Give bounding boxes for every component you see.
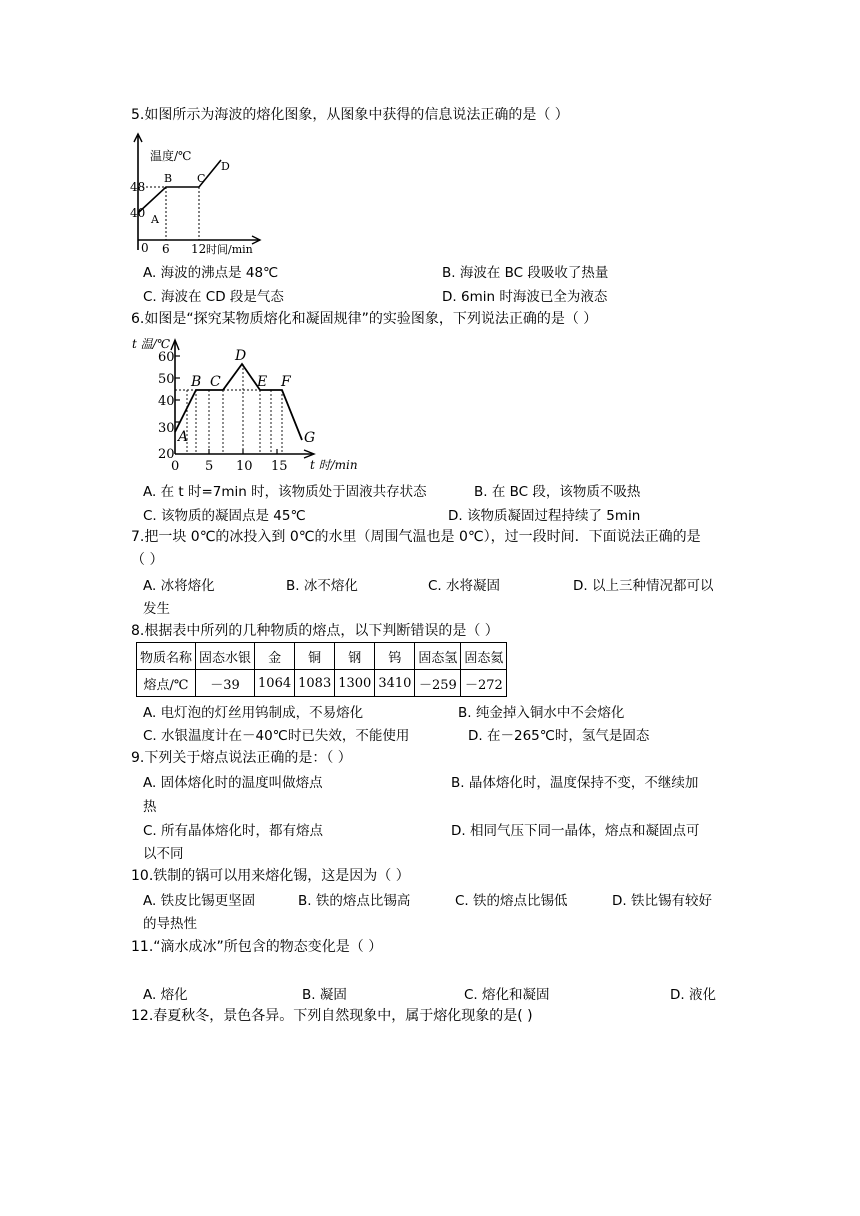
q10-option-d[interactable]: D. 铁比锡有较好: [612, 893, 712, 909]
q6-ytick-30: 30: [158, 421, 175, 436]
table-cell: －259: [415, 670, 461, 697]
q6-graph: [130, 334, 364, 476]
q9-option-b-cont: 热: [143, 799, 157, 815]
q11-stem: 11.“滴水成冰”所包含的物态变化是（ ）: [131, 939, 383, 955]
table-cell: －39: [196, 670, 255, 697]
q6-point-B: B: [191, 374, 202, 390]
q6-xtick-5: 5: [205, 459, 214, 474]
q11-option-b[interactable]: B. 凝固: [302, 987, 347, 1003]
q7-option-b[interactable]: B. 冰不熔化: [286, 578, 358, 594]
q7-stem-cont: （ ）: [131, 552, 164, 568]
q6-point-D: D: [235, 348, 247, 364]
q5-point-A: A: [151, 213, 159, 226]
table-header-cell: 固态氢: [415, 643, 461, 670]
table-cell: 熔点/℃: [137, 670, 196, 697]
q6-ytick-60: 60: [158, 350, 175, 365]
q11-option-a[interactable]: A. 熔化: [143, 987, 188, 1003]
q11-option-c[interactable]: C. 熔化和凝固: [464, 987, 550, 1003]
q10-option-c[interactable]: C. 铁的熔点比锡低: [455, 893, 568, 909]
q9-option-d-cont: 以不同: [143, 846, 184, 862]
q5-xtick-12: 12: [191, 242, 207, 256]
q6-xtick-15: 15: [271, 459, 288, 474]
q5-point-B: B: [164, 172, 173, 185]
q6-option-c[interactable]: C. 该物质的凝固点是 45℃: [143, 508, 306, 524]
q8-option-c[interactable]: C. 水银温度计在－40℃时已失效，不能使用: [143, 728, 410, 744]
q5-ytick-48: 48: [130, 180, 146, 194]
q7-option-c[interactable]: C. 水将凝固: [428, 578, 501, 594]
table-header-cell: 钨: [375, 643, 415, 670]
q10-stem: 10.铁制的锅可以用来熔化锡，这是因为（ ）: [131, 868, 410, 884]
q9-option-b[interactable]: B. 晶体熔化时，温度保持不变，不继续加: [451, 775, 699, 791]
q6-option-b[interactable]: B. 在 BC 段，该物质不吸热: [474, 484, 641, 500]
q6-point-F: F: [281, 374, 291, 390]
q6-point-C: C: [210, 374, 221, 390]
q7-option-d-cont: 发生: [143, 601, 170, 617]
table-header-cell: 固态水银: [196, 643, 255, 670]
table-header-cell: 物质名称: [137, 643, 196, 670]
table-cell: 1300: [335, 670, 375, 697]
q5-stem: 5.如图所示为海波的熔化图象，从图象中获得的信息说法正确的是（ ）: [131, 107, 569, 123]
q12-stem: 12.春夏秋冬，景色各异。下列自然现象中，属于熔化现象的是( ): [131, 1008, 533, 1024]
table-cell: 3410: [375, 670, 415, 697]
q9-option-a[interactable]: A. 固体熔化时的温度叫做熔点: [143, 775, 323, 791]
q6-point-G: G: [304, 430, 316, 446]
q5-xtick-0: 0: [141, 241, 149, 255]
q5-xlabel: 时间/min: [206, 243, 253, 256]
q6-xlabel: t 时/min: [310, 458, 358, 472]
q5-option-d[interactable]: D. 6min 时海波已全为液态: [442, 289, 608, 305]
q6-ylabel: t 温/℃: [132, 337, 171, 351]
q7-option-a[interactable]: A. 冰将熔化: [143, 578, 215, 594]
melting-point-table: [136, 642, 507, 697]
q6-xtick-10: 10: [236, 459, 253, 474]
q6-ytick-20: 20: [158, 447, 175, 462]
table-cell: 1064: [255, 670, 295, 697]
table-header-cell: 铜: [295, 643, 335, 670]
q9-stem: 9.下列关于熔点说法正确的是：（ ）: [131, 750, 352, 766]
q9-option-c[interactable]: C. 所有晶体熔化时，都有熔点: [143, 823, 324, 839]
table-row: [137, 670, 507, 697]
q6-stem: 6.如图是“探究某物质熔化和凝固规律”的实验图象，下列说法正确的是（ ）: [131, 311, 598, 327]
q5-option-b[interactable]: B. 海波在 BC 段吸收了热量: [442, 265, 609, 281]
q8-option-a[interactable]: A. 电灯泡的灯丝用钨制成，不易熔化: [143, 705, 364, 721]
q6-xtick-0: 0: [171, 459, 180, 474]
q5-ytick-40: 40: [130, 206, 146, 220]
q8-option-d[interactable]: D. 在－265℃时，氢气是固态: [468, 728, 650, 744]
q10-option-b[interactable]: B. 铁的熔点比锡高: [298, 893, 411, 909]
q6-point-E: E: [257, 374, 268, 390]
q5-option-a[interactable]: A. 海波的沸点是 48℃: [143, 265, 279, 281]
q6-ytick-50: 50: [158, 372, 175, 387]
q11-option-d[interactable]: D. 液化: [670, 987, 716, 1003]
q7-option-d[interactable]: D. 以上三种情况都可以: [573, 578, 714, 594]
q10-option-a[interactable]: A. 铁皮比锡更坚固: [143, 893, 256, 909]
q7-stem: 7.把一块 0℃的冰投入到 0℃的水里（周围气温也是 0℃），过一段时间．下面说法正确的是: [131, 529, 701, 545]
table-header-row: [137, 643, 507, 670]
q6-option-d[interactable]: D. 该物质凝固过程持续了 5min: [448, 508, 641, 524]
table-header-cell: 金: [255, 643, 295, 670]
q8-option-b[interactable]: B. 纯金掉入铜水中不会熔化: [458, 705, 625, 721]
q10-option-d-cont: 的导热性: [143, 916, 197, 932]
table-cell: 1083: [295, 670, 335, 697]
q8-stem: 8.根据表中所列的几种物质的熔点，以下判断错误的是（ ）: [131, 623, 499, 639]
q5-xtick-6: 6: [162, 242, 170, 256]
table-header-cell: 固态氦: [461, 643, 507, 670]
q5-point-D: D: [221, 160, 230, 173]
q5-point-C: C: [197, 172, 206, 185]
q5-option-c[interactable]: C. 海波在 CD 段是气态: [143, 289, 284, 305]
table-header-cell: 钢: [335, 643, 375, 670]
q6-option-a[interactable]: A. 在 t 时=7min 时，该物质处于固液共存状态: [143, 484, 427, 500]
q6-ytick-40: 40: [158, 394, 175, 409]
q6-point-A: A: [178, 429, 189, 445]
q5-graph: [128, 130, 268, 258]
q5-ylabel: 温度/℃: [150, 149, 192, 163]
table-cell: －272: [461, 670, 507, 697]
q9-option-d[interactable]: D. 相同气压下同一晶体，熔点和凝固点可: [451, 823, 700, 839]
